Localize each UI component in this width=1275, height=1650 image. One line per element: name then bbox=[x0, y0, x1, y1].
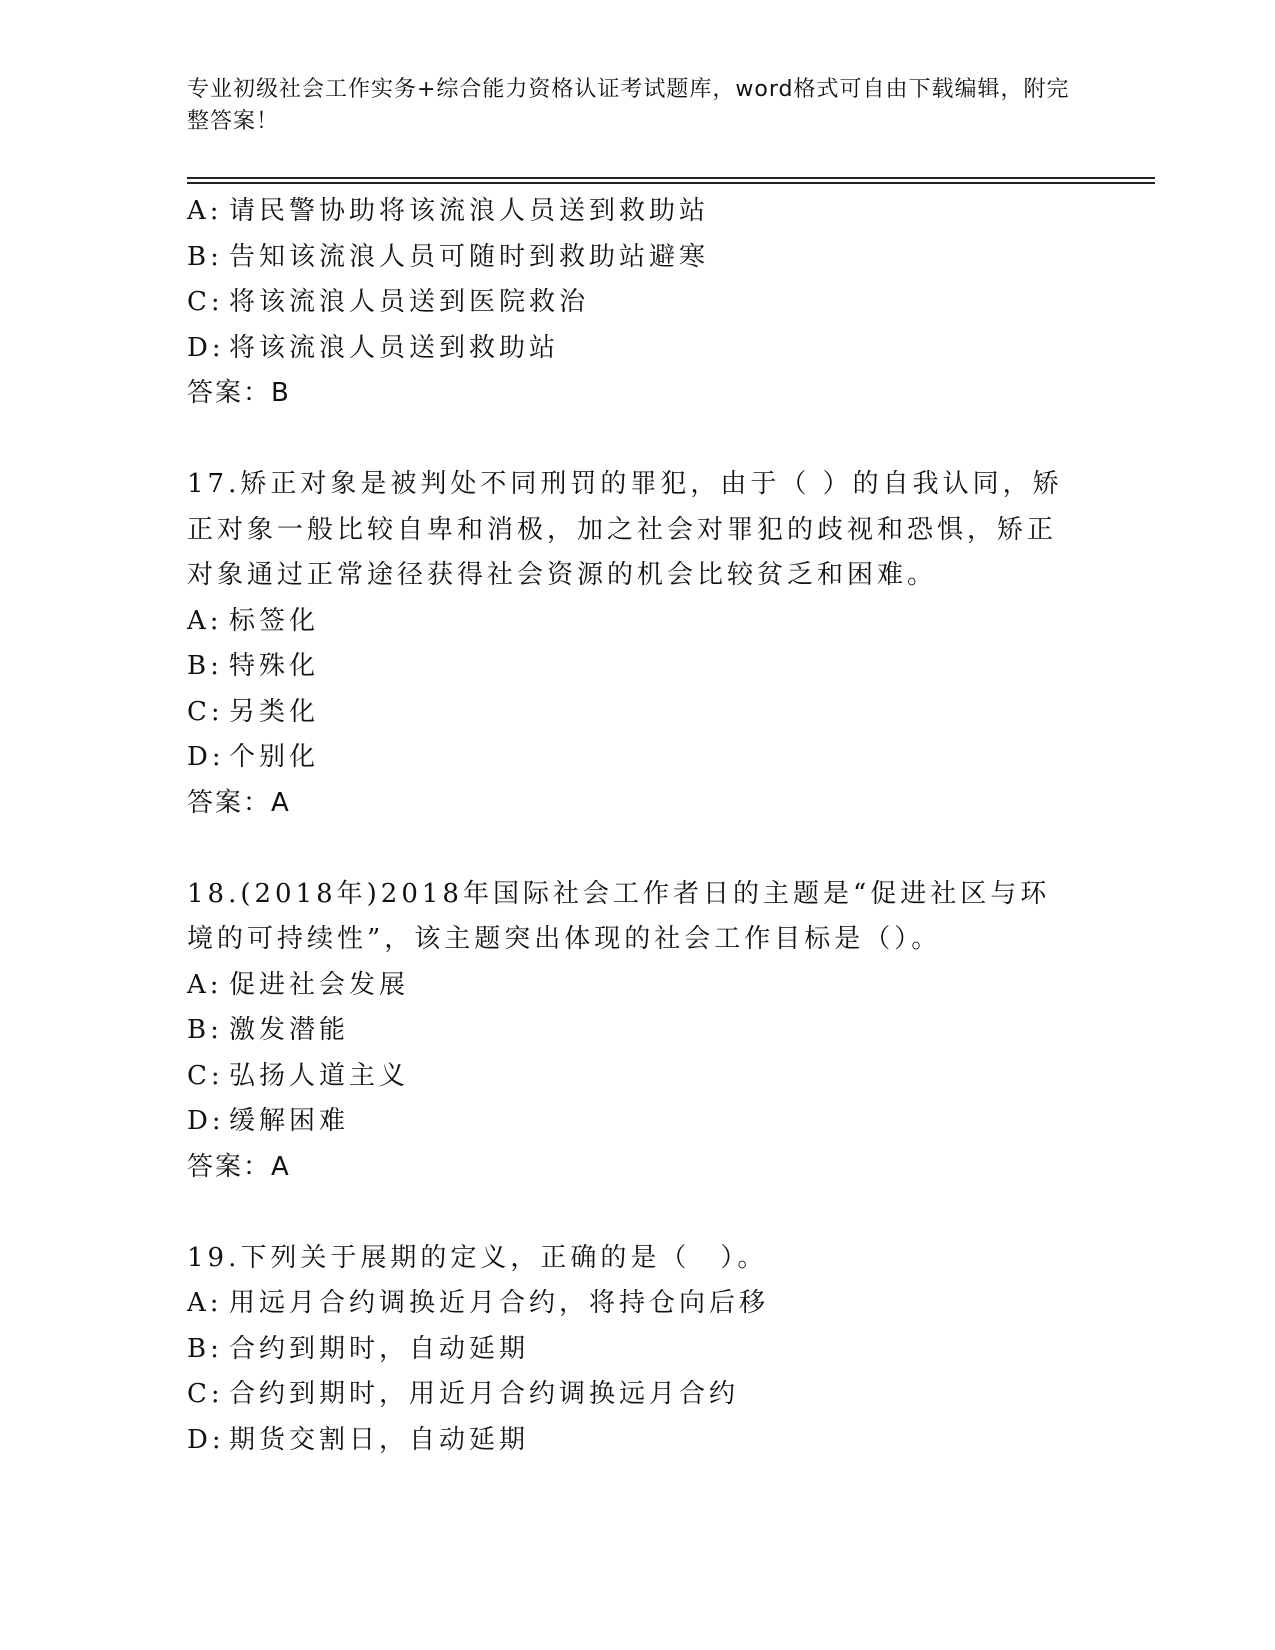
question-stem: 19.下列关于展期的定义，正确的是（ ）。 bbox=[187, 1242, 768, 1273]
option-text: 将该流浪人员送到救助站 bbox=[229, 332, 560, 363]
option-text: 弘扬人道主义 bbox=[229, 1060, 410, 1091]
option-a bbox=[187, 963, 1067, 1009]
option-text: 合约到期时，用近月合约调换远月合约 bbox=[229, 1379, 740, 1409]
option-letter: C: bbox=[187, 1379, 224, 1409]
option-letter: B: bbox=[187, 241, 223, 272]
option-letter: A: bbox=[187, 196, 223, 226]
option-text: 另类化 bbox=[229, 696, 320, 727]
option-letter: A: bbox=[187, 969, 223, 1000]
option-text: 标签化 bbox=[229, 605, 320, 636]
option-d bbox=[187, 326, 1067, 372]
question-stem: 18.(2018年)2018年国际社会工作者日的主题是“促进社区与环境的可持续性”，该主题突出体现的社会工作目标是（）。 bbox=[187, 878, 1051, 954]
spacer bbox=[187, 417, 1067, 463]
option-letter: C: bbox=[187, 287, 224, 317]
option-c bbox=[187, 1372, 1067, 1418]
option-text: 个别化 bbox=[229, 742, 320, 772]
option-text: 用远月合约调换近月合约，将持仓向后移 bbox=[229, 1288, 770, 1318]
option-b bbox=[187, 235, 1067, 281]
option-letter: B: bbox=[187, 651, 223, 681]
option-d bbox=[187, 735, 1067, 781]
option-text: 缓解困难 bbox=[229, 1106, 350, 1136]
option-text: 请民警协助将该流浪人员送到救助站 bbox=[229, 196, 710, 226]
option-text: 将该流浪人员送到医院救治 bbox=[229, 287, 590, 317]
option-text: 促进社会发展 bbox=[229, 969, 410, 1000]
option-c bbox=[187, 690, 1067, 736]
header-rule-bottom bbox=[187, 182, 1155, 184]
option-c bbox=[187, 280, 1067, 326]
question-17 bbox=[187, 462, 1067, 826]
option-b bbox=[187, 644, 1067, 690]
question-content bbox=[187, 189, 1067, 1463]
spacer bbox=[187, 1190, 1067, 1236]
question-stem: 17.矫正对象是被判处不同刑罚的罪犯，由于（ ）的自我认同，矫正对象一般比较自卑和消极，加之社会对罪犯的歧视和恐惧，矫正对象通过正常途径获得社会资源的机会比较贫乏和困难。 bbox=[187, 469, 1063, 590]
option-c bbox=[187, 1054, 1067, 1100]
option-text: 激发潜能 bbox=[229, 1015, 350, 1045]
option-letter: B: bbox=[187, 1333, 223, 1364]
answer-line: 答案：A bbox=[187, 787, 291, 818]
answer-line: 答案：B bbox=[187, 378, 291, 408]
option-letter: A: bbox=[187, 1288, 223, 1318]
answer-line: 答案：A bbox=[187, 1151, 291, 1182]
option-text: 告知该流浪人员可随时到救助站避寒 bbox=[229, 241, 710, 272]
question-19 bbox=[187, 1236, 1067, 1464]
option-letter: D: bbox=[187, 1106, 225, 1136]
option-text: 合约到期时，自动延期 bbox=[229, 1333, 530, 1364]
option-d bbox=[187, 1418, 1067, 1464]
option-text: 期货交割日，自动延期 bbox=[229, 1424, 530, 1455]
option-letter: C: bbox=[187, 696, 224, 727]
option-a bbox=[187, 189, 1067, 235]
option-text: 特殊化 bbox=[229, 651, 320, 681]
option-b bbox=[187, 1327, 1067, 1373]
header-rule-top bbox=[187, 177, 1155, 179]
option-d bbox=[187, 1099, 1067, 1145]
option-letter: B: bbox=[187, 1015, 223, 1045]
option-letter: A: bbox=[187, 605, 223, 636]
question-18 bbox=[187, 872, 1067, 1191]
option-letter: D: bbox=[187, 742, 225, 772]
option-b bbox=[187, 1008, 1067, 1054]
option-a bbox=[187, 599, 1067, 645]
prev-question bbox=[187, 189, 1067, 417]
document-header: 专业初级社会工作实务+综合能力资格认证考试题库，word格式可自由下载编辑，附完整答案！ bbox=[187, 77, 1070, 134]
option-a bbox=[187, 1281, 1067, 1327]
option-letter: D: bbox=[187, 1424, 225, 1455]
option-letter: C: bbox=[187, 1060, 224, 1091]
option-letter: D: bbox=[187, 332, 225, 363]
spacer bbox=[187, 826, 1067, 872]
